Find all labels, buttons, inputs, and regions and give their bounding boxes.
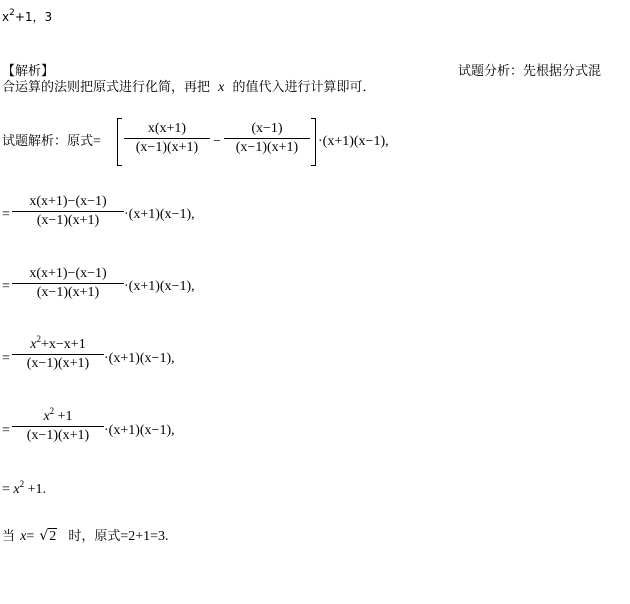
step5-equals: = [2,423,10,438]
step4-numerator [12,334,104,353]
solution-label [2,134,101,150]
answer-rest: +1，3 [14,10,53,24]
step2-tail: ·(x+1)(x−1), [124,207,195,222]
equals-sign: = [93,134,101,149]
step6-var: x [13,482,20,497]
step2-denominator: (x−1)(x+1) [36,213,100,228]
step1-f1-numerator: x(x+1) [147,121,187,136]
step3-numerator: x(x+1)−(x−1) [29,266,107,281]
fraction-bar [12,211,124,212]
fraction-bar [12,426,104,427]
answer-base: x [2,10,10,24]
step2-numerator: x(x+1)−(x−1) [29,194,107,209]
sqrt-expression [39,528,57,545]
final-prefix: 当 [2,529,16,544]
step5-tail: ·(x+1)(x−1), [104,423,175,438]
final-line [2,525,169,545]
analysis-line2-text: 合运算的法则把原式进行化简，再把 [2,80,211,95]
analysis-var: x [218,80,225,95]
step2-equals: = [2,207,10,222]
step1-f1-denominator: (x−1)(x+1) [135,140,199,155]
analysis-right-text: 试题分析：先根据分式混 [458,64,602,79]
step1-tail: ·(x+1)(x−1), [318,134,389,149]
final-var: x [20,529,27,544]
step3-equals: = [2,279,10,294]
step6-equals: = [2,482,10,497]
solution-label-text: 试题解析：原式 [2,134,94,149]
sqrt-radicand: 2 [49,529,57,544]
step3-tail: ·(x+1)(x−1), [124,279,195,294]
step4-num-rest: +x−x+1 [41,337,86,352]
step4-tail: ·(x+1)(x−1), [104,351,175,366]
step1-f2-numerator: (x−1) [251,121,283,136]
analysis-line2 [2,80,376,96]
step1-minus: − [213,134,221,149]
step1-fraction-2 [224,121,310,156]
step1-fraction-1 [124,121,210,156]
step4-fraction [12,334,104,372]
step5-fraction [12,406,104,444]
fraction-bar [124,138,210,139]
final-result: =2+1=3. [120,529,169,544]
right-bracket [311,118,316,166]
fraction-bar [12,283,124,284]
step6-exponent: 2 [19,479,25,489]
sqrt-icon: √ [39,528,49,544]
answer-exponent: 2 [9,8,15,18]
fraction-bar [12,354,104,355]
step3-denominator: (x−1)(x+1) [36,285,100,300]
step5-num-rest: +1 [54,409,73,424]
step5-numerator [12,406,104,425]
step4-denominator: (x−1)(x+1) [26,356,90,371]
step4-num-exponent: 2 [36,334,42,344]
step5-denominator: (x−1)(x+1) [26,428,90,443]
step3-fraction [12,266,124,301]
step5-num-exponent: 2 [49,406,55,416]
answer-line [2,8,52,25]
analysis-line2-tail: 的值代入进行计算即可． [232,80,376,95]
step1-f2-denominator: (x−1)(x+1) [235,140,299,155]
step6-rest: +1. [24,482,47,497]
left-bracket [117,118,122,166]
final-equals: = [26,529,35,544]
fraction-bar [224,138,310,139]
step2-fraction [12,194,124,229]
final-mid-text: 时，原式 [68,529,121,544]
step4-equals: = [2,351,10,366]
analysis-label: 【解析】 [2,64,55,79]
step5-num-var: x [43,409,50,424]
step6-result [2,479,47,498]
step4-num-var: x [30,337,37,352]
